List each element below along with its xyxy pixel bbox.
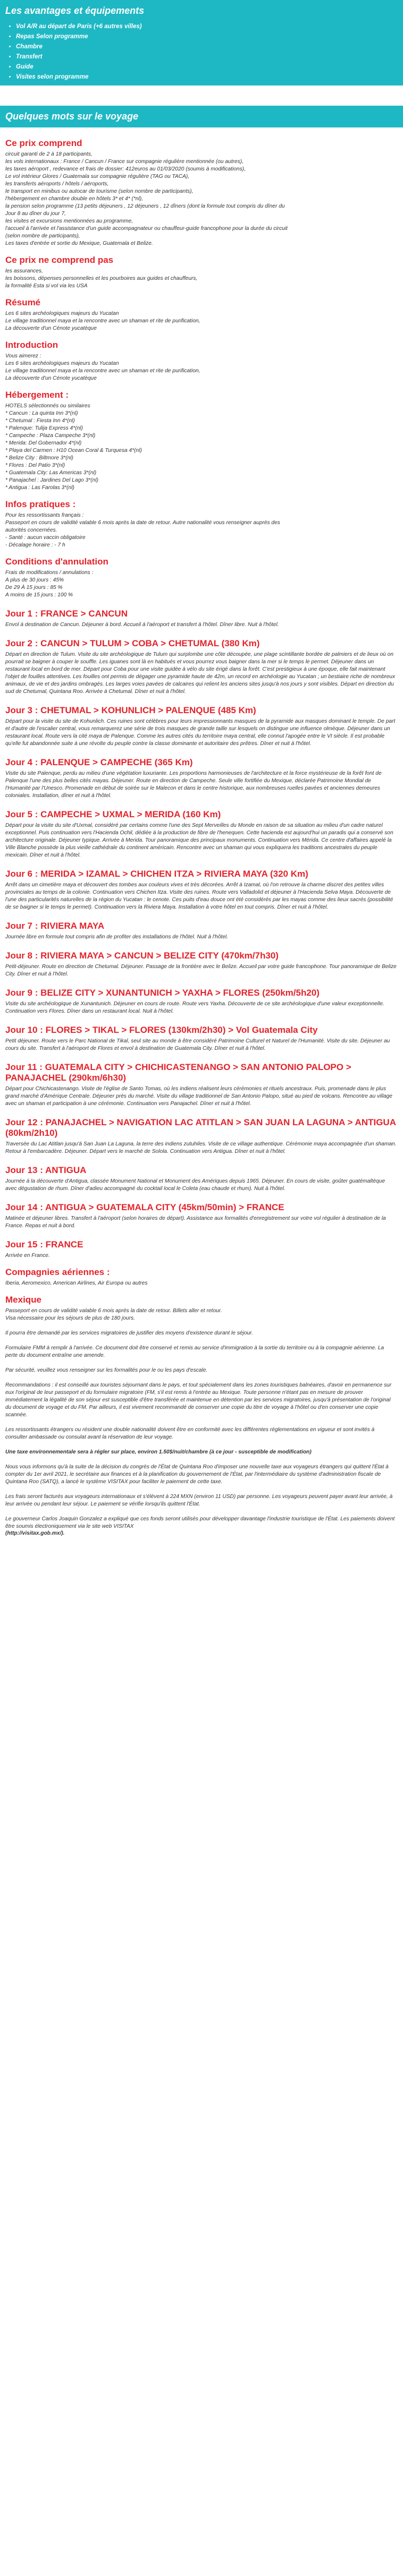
eco-tax-note: Une taxe environnementale sera à régler sur place, environ 1.50$/nuit/chambre (à ce jour - susceptible de modification) xyxy=(5,1449,312,1455)
text-line: autorités concernées. xyxy=(5,527,57,533)
day-description: Matinée et déjeuner libres. Transfert à l'aéroport (selon horaires de départ). Assistance aux formalités d'enregistrement sur votre vol régulier à destination de la France. Repas et nuit à bord. xyxy=(5,1216,386,1229)
day-description: Petit-déjeuner. Route en direction de Chetumal. Déjeuner. Passage de la frontière avec le Belize. Accueil par votre guide francophone. Tour panoramique de Belize City. Dîner et nuit à l'hôtel. xyxy=(5,964,397,977)
advantage-item: • Visites selon programme xyxy=(16,72,398,82)
text-line: Le village traditionnel maya et la rencontre avec un shaman et rite de purification, xyxy=(5,368,200,374)
advantages-title: Les avantages et équipements xyxy=(5,5,145,16)
text-line: A moins de 15 jours : 100 % xyxy=(5,592,73,598)
day-description: Traversée du Lac Atitlan jusqu'à San Juan La Laguna, la terre des indiens zutuhiles. Visite de ce village authentique. Cérémonie maya accompagnée d'un shaman. Retour à l'embarcadère. Déjeuner. Départ vers le marché de Solola. Continuation vers Antigua. Dîner et nuit à l'hôtel. xyxy=(5,1141,397,1154)
advantages-section xyxy=(0,0,403,85)
text-line: A plus de 30 jours : 45% xyxy=(5,577,64,583)
text-line: * Flores : Del Patio 3*(nl) xyxy=(5,463,65,468)
cancellation-heading: Conditions d'annulation xyxy=(5,557,108,567)
text-line: * Cancun : La quinta Inn 3*(nl) xyxy=(5,410,78,416)
intro-heading: Introduction xyxy=(5,340,58,350)
text-line: * Palenque: Tulija Express 4*(nl) xyxy=(5,425,83,431)
day-heading: Jour 1 : FRANCE > CANCUN xyxy=(5,609,128,619)
text-line: - Décalage horaire : - 7 h xyxy=(5,542,65,548)
itinerary-days xyxy=(5,609,398,1260)
text-line: la pension selon programme (13 petits déjeuners , 12 déjeuners , 12 dîners (dont la formule tout compris du dîner du xyxy=(5,203,285,209)
mexico-text xyxy=(5,1307,398,1441)
mexico-heading: Mexique xyxy=(5,1295,42,1305)
day-heading: Jour 11 : GUATEMALA CITY > CHICHICASTENANGO > SAN ANTONIO PALOPO > PANAJACHEL (290km/6h30) xyxy=(5,1062,351,1083)
day-description: Départ pour Chichicastenango. Visite de l'église de Santo Tomas, où les indiens réalisent leurs cérémonies et rituels ancestraux. Puis, promenade dans le plus grand marché d'Amérique Centrale. Déjeuner près du marché. Visite du village traditionnel de San Antonio Palopo, situé au pied de volcans. Rencontre au village avec un shaman et participation à une cérémonie. Continuation vers Panajachel. Dîner et nuit à l'hôtel. xyxy=(5,1086,392,1107)
mexico-paragraph: Recommandations : il est conseillé aux touristes séjournant dans le pays, et tout spécialement dans les zones touristiques balnéaires, d'avoir en permanence sur eux l'original de leur passeport et du formulaire migratoire (FM, s'il est remis à l'entrée au Mexique. Toute personne n'étant pas en mesure de prouver immédiatement la légalité de son séjour est susceptible d'être transférée et maintenue en détention par les services migratoires, jusqu'à présentation de l'original du document de voyage et du FM. Par ailleurs, il est vivement recommandé de conserver une copie du titre de voyage à l'hôtel ou d'en conserver une copie scannée. xyxy=(5,1382,392,1418)
mexico-paragraph: Formulaire FMM à remplir à l'arrivée. Ce document doit être conservé et remis au service d'immigration à la sortie du territoire ou à la compagnie aérienne. La perte du document entraîne une amende. xyxy=(5,1345,384,1358)
text-line: les taxes aéroport , redevance et frais de dossier: 412euros au 01/03/2020 (soumis à modifications), xyxy=(5,166,246,172)
day-heading: Jour 10 : FLORES > TIKAL > FLORES (130km/2h30) > Vol Guatemala City xyxy=(5,1025,318,1035)
day-description: Départ pour la visite du site de Kohunlich. Ces ruines sont célèbres pour leurs impressionnants masques de la pyramide aux masques dominant le temple. De part et d'autre de l'escalier central, vous remarquerez une série de trois masques de grande taille sur lesquels on distingue une influence olmèque. Déjeuner dans un restaurant local. Route vers la cité maya de Palenque. Comme les autres cités du territoire maya central, elle connut l'apogée entre le VI siècle. Il est probable qu'elle fut abandonnée suite à une révolte du peuple contre la classe dominante et autoritaire des prêtres. Dîner et nuit à l'hôtel. xyxy=(5,718,396,747)
price-excludes-text xyxy=(5,268,398,290)
advantage-item: • Repas Selon programme xyxy=(16,32,398,42)
text-line: La découverte d'un Cénote yucatèque xyxy=(5,375,97,381)
price-includes-text xyxy=(5,151,398,247)
text-line: circuit garanti de 2 à 18 participants, xyxy=(5,151,93,157)
text-line: Iberia, Aeromexico, American Airlines, Air Europa ou autres xyxy=(5,1280,148,1286)
visitax-paragraph: Nous vous informons qu'à la suite de la décision du congrès de l'État de Quintana Roo d'imposer une nouvelle taxe aux voyageurs étrangers qui quittent l'État à compter du 1er avril 2021, le secrétaire aux finances et à la planification du gouvernement de l'État, par l'intermédiaire du système d'administration fiscale de Quintana Roo (SATQ), a lancé le système VISITAX pour faciliter le paiement de cette taxe. xyxy=(5,1464,389,1485)
intro-text xyxy=(5,353,398,382)
day-heading: Jour 9 : BELIZE CITY > XUNANTUNICH > YAXHA > FLORES (250km/5h20) xyxy=(5,988,320,998)
text-line: De 29 À 15 jours : 85 % xyxy=(5,585,63,590)
text-line: les assurances, xyxy=(5,268,43,274)
text-line: * Merida: Del Gobernador 4*(nl) xyxy=(5,440,82,446)
text-line: * Playa del Carmen : H10 Ocean Coral & Turquesa 4*(nl) xyxy=(5,448,142,453)
visitax-link[interactable]: (http://visitax.gob.mx/). xyxy=(5,1530,65,1536)
words-title: Quelques mots sur le voyage xyxy=(0,106,403,127)
day-heading: Jour 13 : ANTIGUA xyxy=(5,1165,87,1175)
text-line: Les taxes d'entrée et sortie du Mexique, Guatemala et Belize. xyxy=(5,241,153,246)
mexico-paragraph: Les ressortissants étrangers ou résident une double nationalité doivent être en conformité avec les différentes réglementations en vigueur et sont invités à consulter ambassade ou consulat avant la réservation de leur voyage. xyxy=(5,1427,375,1440)
mexico-paragraph: Passeport en cours de validité valable 6 mois après la date de retour. Billets aller et retour. Visa nécessaire pour les séjours de plus de 180 jours. xyxy=(5,1308,222,1321)
practical-text xyxy=(5,512,398,549)
text-line: Jour 8 au dîner du jour 7, xyxy=(5,211,66,217)
text-line: * Campeche : Plaza Campeche 3*(nl) xyxy=(5,433,96,439)
text-line: le transport en minibus ou autocar de tourisme (selon nombre de participants), xyxy=(5,189,194,194)
text-line: l'hébergement en chambre double en hôtels 3* et 4* (*nl), xyxy=(5,196,144,202)
day-heading: Jour 4 : PALENQUE > CAMPECHE (365 Km) xyxy=(5,757,193,767)
day-description: Journée à la découverte d'Antigua, classée Monument National et Monument des Amériques depuis 1965. Déjeuner. En cours de visite, goûter guatémaltèque avec dégustation de rhum. Dîner d'adieu accompagné du cocktail local le Coleta (eau chaude et rhum). Nuit à l'hôtel. xyxy=(5,1178,385,1192)
airlines-heading: Compagnies aériennes : xyxy=(5,1267,110,1277)
advantage-item: • Chambre xyxy=(16,42,398,52)
day-description: Visite du site archéologique de Xunantunich. Déjeuner en cours de route. Route vers Yaxha. Découverte de ce site archéologique d'une valeur exceptionnelle. Continuation vers Flores. Dîner dans un restaurant local. Nuit à l'hôtel. xyxy=(5,1001,384,1014)
practical-heading: Infos pratiques : xyxy=(5,499,76,509)
advantage-item: • Vol A/R au départ de Paris (+6 autres villes) xyxy=(16,22,398,32)
day-heading: Jour 3 : CHETUMAL > KOHUNLICH > PALENQUE (485 Km) xyxy=(5,705,256,715)
text-line: Le village traditionnel maya et la rencontre avec un shaman et rite de purification, xyxy=(5,318,200,324)
day-heading: Jour 2 : CANCUN > TULUM > COBA > CHETUMAL (380 Km) xyxy=(5,638,260,648)
text-line: La découverte d'un Cénote yucatèque xyxy=(5,326,97,331)
advantages-list xyxy=(5,22,398,82)
text-line: Les 6 sites archéologiques majeurs du Yucatan xyxy=(5,361,119,366)
advantage-item: • Guide xyxy=(16,62,398,72)
lodging-heading: Hébergement : xyxy=(5,390,69,400)
text-line: les transferts aéroports / hôtels / aéroports, xyxy=(5,181,109,187)
text-line: Frais de modifications / annulations : xyxy=(5,570,94,576)
day-description: Visite du site Palenque, perdu au milieu d'une végétation luxuriante. Les proportions harmonieuses de l'architecture et la force mystérieuse de la forêt font de Palenque l'une des plus belles cités mayas. Déjeuner. Route en direction de Campeche. Seule ville fortifiée du Mexique, déclarée Patrimoine Mondial de l'Humanité par l'Unesco. Promenade en début de soirée sur le Malecon et dans le centre historique, aux nombreuses ruelles pavées et anciennes demeures coloniales. Installation, dîner et nuit à l'hôtel. xyxy=(5,771,382,799)
day-heading: Jour 15 : FRANCE xyxy=(5,1239,83,1250)
airlines-text xyxy=(5,1280,398,1287)
mexico-paragraph: Il pourra être demandé par les services migratoires de justifier des moyens d'existence durant le séjour. xyxy=(5,1330,253,1336)
trip-content xyxy=(0,127,403,1536)
text-line: * Guatemala City: Las Americas 3*(nl) xyxy=(5,470,97,476)
text-line: les visites et excursions mentionnées au programme, xyxy=(5,218,133,224)
day-heading: Jour 14 : ANTIGUA > GUATEMALA CITY (45km/50min) > FRANCE xyxy=(5,1202,284,1212)
day-heading: Jour 7 : RIVIERA MAYA xyxy=(5,921,105,931)
text-line: * Belize City : Biltmore 3*(nl) xyxy=(5,455,73,461)
cancellation-text xyxy=(5,569,398,599)
text-line: * Antigua : Las Farolas 3*(nl) xyxy=(5,485,74,491)
day-description: Arrivée en France. xyxy=(5,1253,50,1259)
day-description: Petit déjeuner. Route vers le Parc National de Tikal, seul site au monde à être considéré Patrimoine Culturel et Naturel de l'Humanité. Visite du site. Déjeuner au cours du site. Transfert à l'aéroport de Flores et envol à destination de Guatemala City. Dîner et nuit à l'hôtel. xyxy=(5,1038,390,1051)
text-line: Vous aimerez : xyxy=(5,353,41,359)
day-heading: Jour 8 : RIVIERA MAYA > CANCUN > BELIZE CITY (470km/7h30) xyxy=(5,951,279,961)
price-includes-heading: Ce prix comprend xyxy=(5,138,82,148)
day-heading: Jour 6 : MERIDA > IZAMAL > CHICHEN ITZA > RIVIERA MAYA (320 Km) xyxy=(5,869,308,879)
text-line: - Santé : aucun vaccin obligatoire xyxy=(5,535,86,541)
visitax-paragraph: Le gouverneur Carlos Joaquin Gonzalez a expliqué que ces fonds seront utilisés pour développer davantage l'industrie touristique de l'État. Les paiements doivent être soumis électroniquement via le site web VISITAX xyxy=(5,1516,395,1529)
day-description: Journée libre en formule tout compris afin de profiter des installations de l'hôtel. Nuit à l'hôtel. xyxy=(5,934,228,940)
mexico-paragraph: Par sécurité, veuillez vous renseigner sur les formalités pour le ou les pays d'escale. xyxy=(5,1367,208,1373)
text-line: les vols internationaux : France / Cancun / France sur compagnie régulière mentionnée (ou autres), xyxy=(5,159,244,165)
day-description: Envol à destination de Cancun. Déjeuner à bord. Accueil à l'aéroport et transfert à l'hôtel. Dîner libre. Nuit à l'hôtel. xyxy=(5,622,279,628)
day-heading: Jour 5 : CAMPECHE > UXMAL > MERIDA (160 Km) xyxy=(5,809,221,819)
day-heading: Jour 12 : PANAJACHEL > NAVIGATION LAC ATITLAN > SAN JUAN LA LAGUNA > ANTIGUA (80km/2h10) xyxy=(5,1117,396,1138)
price-excludes-heading: Ce prix ne comprend pas xyxy=(5,255,114,265)
text-line: * Panajachel : Jardines Del Lago 3*(nl) xyxy=(5,477,98,483)
day-description: Départ pour la visite du site d'Uxmal, considéré par certains comme l'une des Sept Merveilles du Monde en raison de sa situation au milieu d'un cadre naturel exceptionnel. Puis continuation vers l'Hacienda Ochil, dédiée à la production de fibre de l'henequen. Cette hacienda est aujourd'hui un paradis qui a conservé son architecture originale. Déjeuner typique. Arrivée à Merida. Tour panoramique des principaux monuments. Continuation vers Mérida. Ce centre d'affaires appelé la Ville Blanche possède la plus vieille cathédrale du continent américain. Rencontre avec un shaman qui vous expliquera les traditions ancestrales du peuple mexicain. Dîner et nuit à l'hôtel. xyxy=(5,823,393,858)
text-line: * Chetumal : Fiesta Inn 4*(nl) xyxy=(5,418,75,424)
lodging-text xyxy=(5,403,398,492)
text-line: Le vol intérieur Glores / Guatemala sur compagnie régulière (TAG ou TACA), xyxy=(5,174,190,179)
text-line: Passeport en cours de validité valable 6 mois après la date de retour. Autre nationalité vous renseigner auprès des xyxy=(5,520,280,526)
text-line: Les 6 sites archéologiques majeurs du Yucatan xyxy=(5,311,119,316)
text-line: HOTELS sélectionnés ou similaires xyxy=(5,403,90,409)
text-line: la formalité Esta si vol via les USA xyxy=(5,283,88,289)
text-line: l'accueil à l'arrivée et l'assistance d'un guide accompagnateur ou chauffeur-guide francophone pour la durée du circuit xyxy=(5,226,288,232)
day-description: Arrêt dans un cimetière maya et découvert des tombes aux couleurs vives et très décorées. Arrêt à Izamal, où l'on retrouve la charme discret des petites villes provinciales au temps de la colonie. Continuation vers Chichen Itza. Visite des ruines. Route vers Valladolid et déjeuner à l'Hacienda Selva Maya. Découverte de l'une des particularités naturelles de la région du Yucatan : le cenote. Ces puits d'eau douce ont été considérés par les mayas comme des lieux sacrés (possibilité de se baigner si le temps le permet). Continuation vers la Riviera Maya. Installation à votre hôtel en tout compris. Dîner et nuit à l'hôtel. xyxy=(5,882,393,910)
summary-text xyxy=(5,310,398,332)
summary-heading: Résumé xyxy=(5,297,41,307)
text-line: Pour les ressortissants français : xyxy=(5,512,84,518)
text-line: (selon nombre de participants), xyxy=(5,233,80,239)
advantage-item: • Transfert xyxy=(16,52,398,62)
day-description: Départ en direction de Tulum. Visite du site archéologique de Tulum qui surplombe une côte découpée, une plage scintillante bordée de palmiers et de lieux où on pourrait se baigner à couper le souffle. Les iguanes sont là en habitués et vous pourrez vous baigner dans la mer si le temps le permet. Déjeuner dans un restaurant local en bord de mer. Départ pour Coba pour une visite guidée à vélo du site érigé dans la forêt. C'est prestigieux à une époque, elle fait maintenant l'objet de fouilles attentives. Les fouilles ont permis de dégager une pyramide haute de 42m, un record en archéologie au Yucatan ; un bestiaire riche de nombreux animaux, de vie et des jardins ombragés. Les larges voies pavées de calcaires qui relient les anciens sites jusqu'à nos jours y sont visibles. Départ en direction du sud de Chetumal, Quintana Roo. Arrivée à Chetumal. Dîner et nuit à l'hôtel. xyxy=(5,652,396,695)
text-line: les boissons, dépenses personnelles et les pourboires aux guides et chauffeurs, xyxy=(5,276,198,281)
visitax-text xyxy=(5,1464,398,1530)
visitax-paragraph: Les frais seront facturés aux voyageurs internationaux et s'élèvent à 224 MXN (environ 11 USD) par personne. Les voyageurs peuvent payer avant leur arrivée, à leur arrivée ou pendant leur séjour. Le paiement se vérifie lorsqu'ils quittent l'État. xyxy=(5,1494,393,1507)
